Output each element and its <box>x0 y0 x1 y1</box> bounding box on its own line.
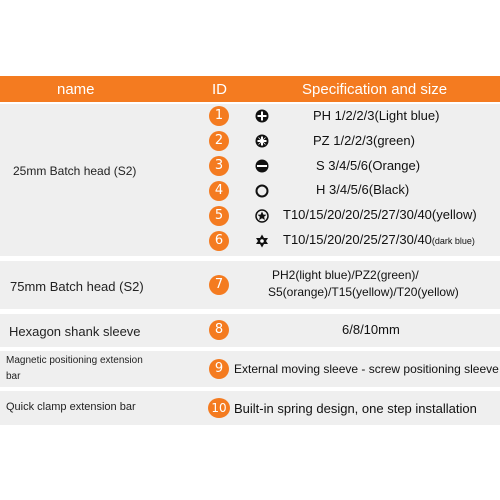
row-25mm-label: 25mm Batch head (S2) <box>13 164 137 178</box>
badge-7: 7 <box>209 275 229 295</box>
spec-2: PZ 1/2/2/3(green) <box>313 133 415 148</box>
badge-2: 2 <box>209 131 229 151</box>
spec-7-line2: S5(orange)/T15(yellow)/T20(yellow) <box>268 285 459 299</box>
table-header <box>0 76 500 102</box>
row-25mm-name-cell <box>0 104 155 256</box>
torx-icon <box>255 209 269 223</box>
row-magnetic-label-line1: Magnetic positioning extension <box>6 355 143 366</box>
hex-socket-icon <box>255 184 269 198</box>
row-hexsleeve-label: Hexagon shank sleeve <box>9 324 141 339</box>
spec-6: T10/15/20/20/25/27/30/40(dark blue) <box>283 232 475 247</box>
spec-5: T10/15/20/20/25/27/30/40(yellow) <box>283 207 477 222</box>
phillips-icon <box>255 109 269 123</box>
spec-7-line1: PH2(light blue)/PZ2(green)/ <box>272 268 419 282</box>
spec-8: 6/8/10mm <box>342 322 400 337</box>
badge-9: 9 <box>209 359 229 379</box>
header-name: name <box>57 81 95 98</box>
badge-8: 8 <box>209 320 229 340</box>
row-quickclamp-label: Quick clamp extension bar <box>6 401 136 413</box>
spec-10: Built-in spring design, one step installation <box>234 401 477 416</box>
row-magnetic-label-line2: bar <box>6 371 21 382</box>
header-spec: Specification and size <box>302 81 448 98</box>
spec-3: S 3/4/5/6(Orange) <box>316 158 421 173</box>
spec-9: External moving sleeve - screw positioning sleeve <box>234 362 499 376</box>
spec-4: H 3/4/5/6(Black) <box>316 182 410 197</box>
slotted-icon <box>255 159 269 173</box>
badge-3: 3 <box>209 156 229 176</box>
pozidriv-icon <box>255 134 269 148</box>
badge-10: 10 <box>208 398 230 418</box>
security-torx-icon <box>255 234 269 248</box>
badge-4: 4 <box>209 181 229 201</box>
badge-5: 5 <box>209 206 229 226</box>
row-hexsleeve-spec-cell <box>155 314 500 347</box>
header-id: ID <box>212 81 227 98</box>
badge-6: 6 <box>209 231 229 251</box>
badge-1: 1 <box>209 106 229 126</box>
spec-1: PH 1/2/2/3(Light blue) <box>313 108 440 123</box>
row-75mm-label: 75mm Batch head (S2) <box>10 279 144 294</box>
